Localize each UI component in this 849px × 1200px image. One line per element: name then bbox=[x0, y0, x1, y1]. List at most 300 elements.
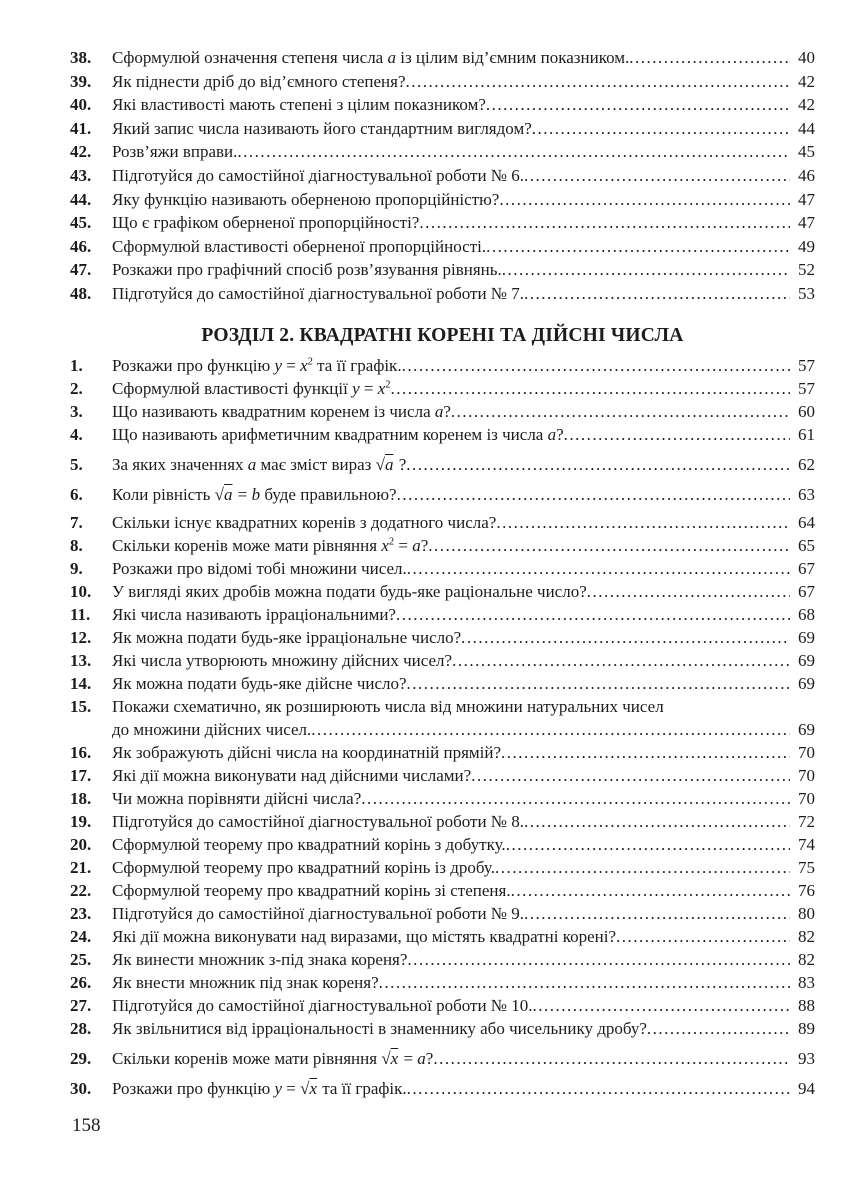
toc-item-body bbox=[112, 879, 815, 902]
toc-page-number: 45 bbox=[798, 142, 815, 162]
toc-entry-line bbox=[112, 511, 815, 534]
toc-entry-line bbox=[112, 672, 815, 695]
toc-entry-line bbox=[112, 164, 815, 188]
toc-item bbox=[70, 377, 815, 400]
text-segment: Розв’яжи вправи. bbox=[112, 142, 238, 162]
toc-entry-line bbox=[112, 211, 815, 235]
toc-page-number: 47 bbox=[798, 189, 815, 209]
toc-entry-line bbox=[112, 1047, 815, 1070]
text-segment: до множини дійсних чисел. bbox=[112, 719, 312, 739]
toc-entry-line bbox=[112, 764, 815, 787]
toc-entry-text bbox=[112, 603, 396, 626]
math-variable: a bbox=[547, 424, 557, 444]
radicand: a bbox=[224, 484, 233, 504]
toc-item-body bbox=[112, 282, 815, 306]
text-segment: Як внести множник під знак кореня? bbox=[112, 972, 379, 992]
toc-item bbox=[70, 235, 815, 259]
toc-item-number: 39. bbox=[70, 71, 92, 91]
toc-item-body bbox=[112, 511, 815, 534]
toc-item-number: 48. bbox=[70, 283, 92, 303]
toc-entry-text bbox=[112, 971, 379, 994]
toc-item-body bbox=[112, 117, 815, 141]
toc-page-number: 60 bbox=[798, 401, 815, 421]
toc-item-number: 47. bbox=[70, 260, 92, 280]
toc-item-body bbox=[112, 787, 815, 810]
toc-entry-text bbox=[112, 93, 486, 117]
toc-entry-text bbox=[112, 188, 499, 212]
toc-item-number: 9. bbox=[70, 558, 83, 578]
toc-page-number: 67 bbox=[798, 558, 815, 578]
toc-item bbox=[70, 282, 815, 306]
toc-item bbox=[70, 810, 815, 833]
toc-page-number: 40 bbox=[798, 48, 815, 67]
toc-item bbox=[70, 258, 815, 282]
toc-entry-text bbox=[112, 764, 471, 787]
toc-page-number: 69 bbox=[798, 719, 815, 739]
section-header: РОЗДІЛ 2. КВАДРАТНІ КОРЕНІ ТА ДІЙСНІ ЧИСЛА bbox=[201, 324, 684, 346]
toc-item bbox=[70, 211, 815, 235]
radicand: a bbox=[384, 454, 394, 474]
footer-page-number: 158 bbox=[72, 1115, 101, 1136]
toc-item-body bbox=[112, 741, 815, 764]
toc-page-number: 53 bbox=[798, 283, 815, 303]
text-segment: Які числа утворюють множину дійсних чисел? bbox=[112, 650, 453, 670]
toc-item bbox=[70, 833, 815, 856]
toc-item bbox=[70, 1077, 815, 1100]
text-segment: Сформулюй властивості оберненої пропорційності. bbox=[112, 236, 487, 256]
dot-leader bbox=[502, 258, 790, 282]
radical-sign: √ bbox=[300, 1078, 309, 1098]
toc-entry-text bbox=[112, 879, 511, 902]
toc-item-number: 24. bbox=[70, 926, 92, 946]
toc-page-number: 57 bbox=[798, 355, 815, 375]
text-segment: буде правильною? bbox=[260, 484, 397, 504]
toc-entry-line bbox=[112, 1017, 815, 1040]
toc-item-body bbox=[112, 188, 815, 212]
toc-entry-line bbox=[112, 603, 815, 626]
toc-item-body bbox=[112, 971, 815, 994]
toc-page-number: 42 bbox=[798, 95, 815, 115]
toc-item-body bbox=[112, 258, 815, 282]
toc-entry-text bbox=[112, 925, 616, 948]
toc-item-body bbox=[112, 994, 815, 1017]
math-variable: x bbox=[377, 378, 386, 398]
toc-page-number: 46 bbox=[798, 165, 815, 185]
dot-leader bbox=[379, 971, 790, 994]
toc-entry-text bbox=[112, 1017, 647, 1040]
sqrt-expression bbox=[300, 1079, 318, 1098]
toc-item-body bbox=[112, 423, 815, 446]
toc-item-body bbox=[112, 925, 815, 948]
dot-leader bbox=[647, 1017, 790, 1040]
text-segment: = bbox=[233, 484, 252, 504]
text-segment: Що називають арифметичним квадратним коренем із числа bbox=[112, 424, 548, 444]
dot-leader bbox=[397, 483, 790, 506]
toc-page-number: 57 bbox=[798, 378, 815, 398]
text-segment: Сформулюй означення степеня числа bbox=[112, 48, 388, 67]
toc-entry-text bbox=[112, 948, 407, 971]
toc-item-number: 27. bbox=[70, 995, 92, 1015]
toc-page-number: 69 bbox=[798, 627, 815, 647]
toc-entry-text bbox=[112, 453, 406, 476]
toc-item bbox=[70, 787, 815, 810]
toc-item-body bbox=[112, 603, 815, 626]
toc-item bbox=[70, 695, 815, 741]
toc-page-number: 89 bbox=[798, 1018, 815, 1038]
toc-entry-line bbox=[112, 971, 815, 994]
toc-page-number: 83 bbox=[798, 972, 815, 992]
toc-entry-text bbox=[112, 787, 361, 810]
text-segment: Що є графіком оберненої пропорційності? bbox=[112, 213, 420, 233]
toc-page-number: 76 bbox=[798, 880, 815, 900]
toc-item-number: 11. bbox=[70, 604, 91, 624]
toc-entry-line bbox=[112, 400, 815, 423]
toc-item-number: 10. bbox=[70, 581, 92, 601]
math-variable: x bbox=[381, 535, 389, 555]
math-variable: a bbox=[387, 48, 396, 67]
toc-page-number: 67 bbox=[798, 581, 815, 601]
toc-entry-text bbox=[112, 70, 406, 94]
toc-entry-line bbox=[112, 258, 815, 282]
text-segment: Підготуйся до самостійної діагностувальної роботи № 7. bbox=[112, 283, 525, 303]
toc-item-number: 26. bbox=[70, 972, 92, 992]
text-segment: Яку функцію називають оберненою пропорційністю? bbox=[112, 189, 500, 209]
dot-leader bbox=[495, 856, 790, 879]
toc-entry-line bbox=[112, 856, 815, 879]
toc-item-body bbox=[112, 164, 815, 188]
text-segment: Розкажи про відомі тобі множини чисел. bbox=[112, 558, 407, 578]
text-segment: ? bbox=[394, 454, 407, 474]
toc-item bbox=[70, 46, 815, 70]
toc-entry-line bbox=[112, 377, 815, 400]
toc-page-number: 82 bbox=[798, 926, 815, 946]
text-segment: Як звільнитися від ірраціональності в знаменнику або чисельнику дробу? bbox=[112, 1018, 647, 1038]
toc-item-number: 2. bbox=[70, 378, 83, 398]
toc-page-number: 64 bbox=[798, 512, 815, 532]
text-segment: За яких значеннях bbox=[112, 454, 248, 474]
radicand: x bbox=[309, 1078, 317, 1098]
toc-page-number: 42 bbox=[798, 71, 815, 91]
text-segment: Коли рівність bbox=[112, 484, 215, 504]
toc-item-body bbox=[112, 1077, 815, 1100]
toc-entry-text bbox=[112, 741, 501, 764]
toc-entry-line bbox=[112, 948, 815, 971]
text-segment: ? bbox=[420, 535, 429, 555]
dot-leader bbox=[407, 672, 790, 695]
text-segment: = bbox=[282, 1078, 301, 1098]
toc-entry-line bbox=[112, 580, 815, 603]
toc-item bbox=[70, 626, 815, 649]
toc-item bbox=[70, 856, 815, 879]
toc-item-body bbox=[112, 580, 815, 603]
text-segment: ? bbox=[443, 401, 451, 421]
toc-item-number: 8. bbox=[70, 535, 83, 555]
toc-item-body bbox=[112, 1017, 815, 1040]
toc-entry-text bbox=[112, 140, 237, 164]
toc-entry-text bbox=[112, 626, 461, 649]
toc-page-number: 72 bbox=[798, 811, 815, 831]
toc-item-body bbox=[112, 534, 815, 557]
toc-entry-text-line1 bbox=[112, 695, 815, 718]
toc-entry-text bbox=[112, 282, 524, 306]
dot-leader bbox=[511, 879, 790, 902]
text-segment: Які властивості мають степені з цілим показником? bbox=[112, 95, 486, 115]
toc-item-number: 40. bbox=[70, 95, 92, 115]
toc-page-number: 61 bbox=[798, 424, 815, 444]
toc-page-number: 69 bbox=[798, 673, 815, 693]
toc-item-number: 44. bbox=[70, 189, 92, 209]
toc-item-body bbox=[112, 354, 815, 377]
text-segment: Сформулюй теорему про квадратний корінь з добутку. bbox=[112, 834, 506, 854]
text-segment: Сформулюй властивості функції bbox=[112, 378, 353, 398]
text-segment: = bbox=[399, 1048, 418, 1068]
toc-item-number: 29. bbox=[70, 1048, 92, 1068]
toc-item bbox=[70, 140, 815, 164]
toc-item-body bbox=[112, 70, 815, 94]
dot-leader bbox=[533, 994, 790, 1017]
toc-entry-line bbox=[112, 46, 815, 70]
text-segment: = bbox=[394, 535, 413, 555]
toc-entry-text bbox=[112, 856, 495, 879]
toc-entry-line bbox=[112, 93, 815, 117]
toc-page-number: 70 bbox=[798, 765, 815, 785]
text-segment: Які числа називають ірраціональними? bbox=[112, 604, 396, 624]
dot-leader bbox=[471, 764, 790, 787]
toc-page-number: 52 bbox=[798, 260, 815, 280]
toc-item-number: 4. bbox=[70, 424, 83, 444]
text-segment: Покажи схематично, як розширюють числа від множини натуральних чисел bbox=[112, 696, 664, 716]
toc-item bbox=[70, 764, 815, 787]
exponent: 2 bbox=[385, 378, 391, 390]
toc-item bbox=[70, 354, 815, 377]
dot-leader bbox=[564, 423, 790, 446]
radicand: x bbox=[390, 1048, 399, 1068]
toc-item-body bbox=[112, 453, 815, 476]
toc-page-number: 80 bbox=[798, 903, 815, 923]
toc-item-number: 25. bbox=[70, 949, 92, 969]
toc-item bbox=[70, 70, 815, 94]
toc-entry-line bbox=[112, 534, 815, 557]
toc-item bbox=[70, 580, 815, 603]
toc-item-number: 38. bbox=[70, 48, 92, 67]
toc-entry-line bbox=[112, 235, 815, 259]
dot-leader bbox=[524, 282, 790, 306]
text-segment: Скільки коренів може мати рівняння bbox=[112, 535, 382, 555]
toc-entry-text bbox=[112, 994, 533, 1017]
toc-item-body bbox=[112, 1047, 815, 1070]
dot-leader bbox=[499, 188, 790, 212]
math-variable: b bbox=[251, 484, 261, 504]
text-segment: має зміст вираз bbox=[256, 454, 376, 474]
toc-entry-text bbox=[112, 377, 391, 400]
text-segment: та її графік. bbox=[312, 355, 402, 375]
toc-page-number: 93 bbox=[798, 1048, 815, 1068]
toc-item bbox=[70, 902, 815, 925]
toc-item-body bbox=[112, 140, 815, 164]
toc-entry-text bbox=[112, 235, 486, 259]
toc-entry-text bbox=[112, 833, 506, 856]
toc-entry-line bbox=[112, 994, 815, 1017]
toc-item-body bbox=[112, 649, 815, 672]
toc-item bbox=[70, 511, 815, 534]
toc-entry-line bbox=[112, 483, 815, 506]
toc-item bbox=[70, 994, 815, 1017]
toc-list-part2 bbox=[70, 354, 815, 1100]
toc-entry-text bbox=[112, 810, 524, 833]
toc-entry-text bbox=[112, 354, 402, 377]
toc-item bbox=[70, 400, 815, 423]
math-variable: a bbox=[247, 454, 257, 474]
toc-item-body bbox=[112, 810, 815, 833]
toc-entry-line bbox=[112, 741, 815, 764]
toc-entry-text bbox=[112, 258, 502, 282]
toc-item-body bbox=[112, 235, 815, 259]
toc-page-number: 62 bbox=[798, 454, 815, 474]
math-variable: y bbox=[352, 378, 360, 398]
toc-item-body bbox=[112, 948, 815, 971]
toc-page-number: 70 bbox=[798, 742, 815, 762]
toc-item-body bbox=[112, 377, 815, 400]
dot-leader bbox=[461, 626, 790, 649]
dot-leader bbox=[407, 1077, 790, 1100]
toc-entry-text bbox=[112, 649, 452, 672]
toc-item-body bbox=[112, 856, 815, 879]
dot-leader bbox=[496, 511, 790, 534]
math-variable: y bbox=[274, 355, 283, 375]
toc-page-number: 75 bbox=[798, 857, 815, 877]
toc-page-number: 88 bbox=[798, 995, 815, 1015]
dot-leader bbox=[407, 557, 790, 580]
sqrt-expression bbox=[381, 1049, 399, 1068]
dot-leader bbox=[524, 902, 790, 925]
dot-leader bbox=[486, 235, 790, 259]
math-variable: a bbox=[412, 535, 421, 555]
toc-item bbox=[70, 672, 815, 695]
math-variable: a bbox=[434, 401, 444, 421]
toc-item-number: 16. bbox=[70, 742, 92, 762]
toc-entry-line bbox=[112, 833, 815, 856]
toc-entry-line bbox=[112, 188, 815, 212]
toc-item-number: 18. bbox=[70, 788, 92, 808]
toc-entry-line bbox=[112, 282, 815, 306]
math-variable: a bbox=[417, 1048, 426, 1068]
dot-leader bbox=[629, 46, 790, 70]
text-segment: Розкажи про функцію bbox=[112, 1078, 275, 1098]
sqrt-expression bbox=[215, 485, 234, 504]
toc-item bbox=[70, 649, 815, 672]
toc-item-number: 43. bbox=[70, 165, 92, 185]
toc-entry-line bbox=[112, 423, 815, 446]
dot-leader bbox=[524, 810, 790, 833]
toc-page-number: 49 bbox=[798, 236, 815, 256]
dot-leader bbox=[452, 649, 790, 672]
toc-item-number: 30. bbox=[70, 1078, 92, 1098]
toc-item-number: 14. bbox=[70, 673, 92, 693]
toc-entry-line bbox=[112, 787, 815, 810]
dot-leader bbox=[311, 718, 790, 741]
dot-leader bbox=[406, 453, 790, 476]
text-segment: ? bbox=[425, 1048, 434, 1068]
toc-item-number: 23. bbox=[70, 903, 92, 923]
text-segment: = bbox=[359, 378, 378, 398]
toc-item bbox=[70, 557, 815, 580]
dot-leader bbox=[237, 140, 790, 164]
toc-item-body bbox=[112, 902, 815, 925]
toc-item-number: 22. bbox=[70, 880, 92, 900]
text-segment: Як можна подати будь-яке ірраціональне число? bbox=[112, 627, 462, 647]
text-segment: Які дії можна виконувати над виразами, що містять квадратні корені? bbox=[112, 926, 617, 946]
radical-sign: √ bbox=[214, 484, 223, 504]
toc-item-number: 21. bbox=[70, 857, 92, 877]
toc-entry-line bbox=[112, 649, 815, 672]
toc-list-part1 bbox=[70, 46, 815, 306]
exponent: 2 bbox=[388, 535, 395, 547]
text-segment: Сформулюй теорему про квадратний корінь зі степеня. bbox=[112, 880, 511, 900]
toc-entry-text bbox=[112, 117, 532, 141]
text-segment: У вигляді яких дробів можна подати будь-яке раціональне число? bbox=[112, 581, 587, 601]
toc-item bbox=[70, 741, 815, 764]
toc-page-number: 94 bbox=[798, 1078, 815, 1098]
toc-item-number: 28. bbox=[70, 1018, 92, 1038]
toc-item-number: 42. bbox=[70, 142, 92, 162]
toc-entry-text bbox=[112, 483, 397, 506]
toc-item-number: 1. bbox=[70, 355, 83, 375]
toc-item-number: 41. bbox=[70, 118, 92, 138]
dot-leader bbox=[451, 400, 790, 423]
toc-entry-line bbox=[112, 557, 815, 580]
dot-leader bbox=[391, 377, 790, 400]
toc-item-body bbox=[112, 626, 815, 649]
toc-page-number: 47 bbox=[798, 213, 815, 233]
text-segment: Підготуйся до самостійної діагностувальної роботи № 8. bbox=[112, 811, 525, 831]
math-variable: y bbox=[274, 1078, 283, 1098]
toc-item bbox=[70, 423, 815, 446]
text-segment: Розкажи про графічний спосіб розв’язування рівнянь. bbox=[112, 260, 502, 280]
text-segment: Чи можна порівняти дійсні числа? bbox=[112, 788, 362, 808]
toc-entry-text bbox=[112, 164, 524, 188]
toc-item bbox=[70, 164, 815, 188]
dot-leader bbox=[532, 117, 790, 141]
toc-entry-line bbox=[112, 810, 815, 833]
toc-item-body bbox=[112, 211, 815, 235]
toc-entry-text bbox=[112, 46, 629, 70]
toc-entry-line bbox=[112, 626, 815, 649]
toc-entry-text bbox=[112, 400, 451, 423]
math-variable: x bbox=[300, 355, 308, 375]
text-segment: Сформулюй теорему про квадратний корінь із дробу. bbox=[112, 857, 495, 877]
text-segment: та її графік. bbox=[318, 1078, 407, 1098]
toc-item-body bbox=[112, 557, 815, 580]
exponent: 2 bbox=[307, 355, 313, 367]
text-segment: Підготуйся до самостійної діагностувальної роботи № 10. bbox=[112, 995, 533, 1015]
toc-content bbox=[70, 46, 815, 1105]
dot-leader bbox=[406, 70, 790, 94]
text-segment: Як піднести дріб до від’ємного степеня? bbox=[112, 71, 406, 91]
toc-item-body bbox=[112, 672, 815, 695]
text-segment: Як зображують дійсні числа на координатній прямій? bbox=[112, 742, 502, 762]
toc-item-number: 20. bbox=[70, 834, 92, 854]
dot-leader bbox=[501, 741, 790, 764]
toc-item-number: 15. bbox=[70, 696, 92, 716]
toc-entry-text bbox=[112, 672, 407, 695]
toc-entry-line bbox=[112, 879, 815, 902]
toc-item-number: 6. bbox=[70, 484, 83, 504]
toc-page-number: 82 bbox=[798, 949, 815, 969]
text-segment: ? bbox=[556, 424, 564, 444]
dot-leader bbox=[361, 787, 790, 810]
toc-item bbox=[70, 93, 815, 117]
toc-page-number: 69 bbox=[798, 650, 815, 670]
